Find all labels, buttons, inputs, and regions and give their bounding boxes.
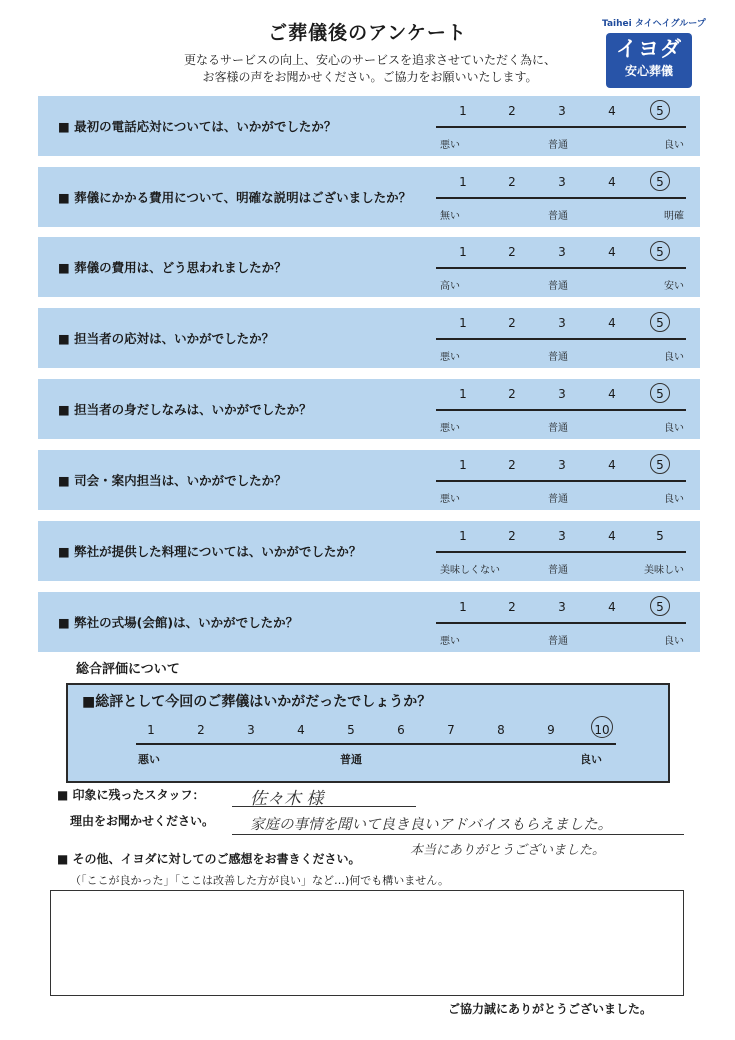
overall-rating-box (66, 683, 670, 783)
scale-low-label: 悪い (440, 352, 460, 363)
reason-label: 理由をお聞かせください。 (70, 814, 215, 828)
group-brand: Taihei タイヘイグループ (602, 19, 706, 29)
scale-high-label: 良い (664, 423, 684, 434)
intro-line-2: お客様の声をお聞かせください。ご協力をお願いいたします。 (202, 70, 538, 84)
rating-option-2[interactable]: 2 (508, 316, 516, 330)
question-text: ■ 弊社が提供した料理については、いかがでしたか？ (58, 544, 362, 559)
rating-option-2[interactable]: 2 (508, 600, 516, 614)
scale-line (436, 267, 686, 269)
overall-section-title: 総合評価について (76, 662, 180, 677)
scale-mid-label: 普通 (548, 494, 568, 505)
scale-high-label: 良い (664, 140, 684, 151)
scale-line (436, 338, 686, 340)
rating-option-3[interactable]: 3 (558, 316, 566, 330)
scale-low-label: 美味しくない (440, 565, 500, 576)
rating-option-4[interactable]: 4 (608, 245, 616, 259)
scale-high-label: 良い (664, 494, 684, 505)
staff-label: ■ 印象に残ったスタッフ： (57, 788, 205, 802)
question-text: ■ 葬儀にかかる費用について、明確な説明はございましたか？ (58, 190, 412, 205)
rating-option-1[interactable]: 1 (459, 245, 467, 259)
question-text: ■ 司会・案内担当は、いかがでしたか？ (58, 473, 287, 488)
question-row (38, 592, 700, 652)
rating-option-3[interactable]: 3 (558, 175, 566, 189)
intro-line-1: 更なるサービスの向上、安心のサービスを追求させていただく為に、 (183, 53, 556, 67)
comments-box[interactable] (50, 890, 684, 996)
scale-low-label: 悪い (440, 423, 460, 434)
scale-low-label: 高い (440, 281, 460, 292)
scale-low-label: 悪い (440, 636, 460, 647)
overall-option-9[interactable]: 9 (547, 723, 555, 737)
reason-underline (232, 834, 684, 835)
rating-option-1[interactable]: 1 (459, 316, 467, 330)
overall-option-4[interactable]: 4 (297, 723, 305, 737)
question-text: ■ 弊社の式場(会館)は、いかがでしたか？ (58, 615, 299, 630)
scale-line (436, 126, 686, 128)
question-row (38, 96, 700, 156)
selected-answer-circle (650, 241, 670, 261)
question-row (38, 237, 700, 297)
overall-option-10[interactable]: 10 (594, 723, 610, 737)
rating-option-3[interactable]: 3 (558, 245, 566, 259)
rating-option-2[interactable]: 2 (508, 175, 516, 189)
scale-high-label: 良い (664, 636, 684, 647)
rating-option-5[interactable]: 5 (656, 387, 664, 401)
rating-option-2[interactable]: 2 (508, 245, 516, 259)
overall-mid-label: 普通 (340, 753, 362, 766)
scale-line (436, 480, 686, 482)
overall-question: ■総評として今回のご葬儀はいかがだったでしょうか？ (82, 694, 432, 710)
question-text: ■ 担当者の身だしなみは、いかがでしたか？ (58, 402, 312, 417)
overall-option-5[interactable]: 5 (347, 723, 355, 737)
rating-option-5[interactable]: 5 (656, 529, 664, 543)
overall-option-8[interactable]: 8 (497, 723, 505, 737)
overall-scale-line (136, 743, 616, 745)
question-row (38, 450, 700, 510)
scale-mid-label: 普通 (548, 636, 568, 647)
scale-mid-label: 普通 (548, 211, 568, 222)
scale-mid-label: 普通 (548, 281, 568, 292)
overall-option-3[interactable]: 3 (247, 723, 255, 737)
overall-selected-circle (591, 716, 613, 738)
rating-option-1[interactable]: 1 (459, 600, 467, 614)
scale-high-label: 良い (664, 352, 684, 363)
staff-name-value[interactable]: 佐々木 様 (250, 789, 324, 809)
rating-option-5[interactable]: 5 (656, 316, 664, 330)
selected-answer-circle (650, 454, 670, 474)
rating-option-3[interactable]: 3 (558, 458, 566, 472)
scale-line (436, 622, 686, 624)
comments-label: ■ その他、イヨダに対してのご感想をお書きください。 (57, 852, 361, 866)
rating-option-2[interactable]: 2 (508, 529, 516, 543)
scale-mid-label: 普通 (548, 352, 568, 363)
scale-line (436, 551, 686, 553)
rating-option-1[interactable]: 1 (459, 529, 467, 543)
question-row (38, 167, 700, 227)
scale-high-label: 安い (664, 281, 684, 292)
scale-mid-label: 普通 (548, 423, 568, 434)
rating-option-4[interactable]: 4 (608, 316, 616, 330)
rating-option-5[interactable]: 5 (656, 600, 664, 614)
company-logo (606, 33, 692, 88)
rating-option-5[interactable]: 5 (656, 458, 664, 472)
question-text: ■ 最初の電話応対については、いかがでしたか？ (58, 119, 337, 134)
rating-option-1[interactable]: 1 (459, 175, 467, 189)
scale-high-label: 明確 (664, 211, 684, 222)
scale-mid-label: 普通 (548, 140, 568, 151)
reason-line-2[interactable]: 本当にありがとうございました。 (410, 843, 606, 858)
scale-low-label: 悪い (440, 494, 460, 505)
rating-option-1[interactable]: 1 (459, 387, 467, 401)
question-row (38, 521, 700, 581)
scale-mid-label: 普通 (548, 565, 568, 576)
question-text: ■ 担当者の応対は、いかがでしたか？ (58, 331, 275, 346)
rating-option-4[interactable]: 4 (608, 387, 616, 401)
rating-option-5[interactable]: 5 (656, 245, 664, 259)
thanks-message: ご協力誠にありがとうございました。 (448, 1002, 653, 1016)
scale-high-label: 美味しい (644, 565, 684, 576)
overall-option-7[interactable]: 7 (447, 723, 455, 737)
rating-option-3[interactable]: 3 (558, 600, 566, 614)
rating-option-4[interactable]: 4 (608, 529, 616, 543)
selected-answer-circle (650, 383, 670, 403)
logo-sub-text: 安心葬儀 (624, 64, 673, 78)
scale-low-label: 無い (440, 211, 460, 222)
staff-underline (232, 806, 416, 807)
reason-line-1[interactable]: 家庭の事情を聞いて良き良いアドバイスもらえました。 (250, 817, 613, 833)
question-text: ■ 葬儀の費用は、どう思われましたか？ (58, 260, 287, 275)
rating-option-3[interactable]: 3 (558, 387, 566, 401)
selected-answer-circle (650, 596, 670, 616)
selected-answer-circle (650, 171, 670, 191)
rating-option-2[interactable]: 2 (508, 387, 516, 401)
overall-option-1[interactable]: 1 (147, 723, 155, 737)
comments-note: （「ここが良かった」「ここは改善した方が良い」など…)何でも構いません。 (70, 874, 449, 887)
rating-option-5[interactable]: 5 (656, 175, 664, 189)
rating-option-4[interactable]: 4 (608, 104, 616, 118)
selected-answer-circle (650, 100, 670, 120)
rating-option-1[interactable]: 1 (459, 104, 467, 118)
rating-option-3[interactable]: 3 (558, 104, 566, 118)
rating-option-5[interactable]: 5 (656, 104, 664, 118)
overall-high-label: 良い (580, 753, 602, 766)
rating-option-4[interactable]: 4 (608, 458, 616, 472)
scale-low-label: 悪い (440, 140, 460, 151)
scale-line (436, 197, 686, 199)
scale-line (436, 409, 686, 411)
rating-option-3[interactable]: 3 (558, 529, 566, 543)
question-row (38, 308, 700, 368)
rating-option-4[interactable]: 4 (608, 175, 616, 189)
selected-answer-circle (650, 312, 670, 332)
page-title: ご葬儀後のアンケート (268, 22, 467, 44)
overall-option-2[interactable]: 2 (197, 723, 205, 737)
rating-option-1[interactable]: 1 (459, 458, 467, 472)
overall-low-label: 悪い (138, 753, 160, 766)
rating-option-2[interactable]: 2 (508, 104, 516, 118)
rating-option-2[interactable]: 2 (508, 458, 516, 472)
overall-option-6[interactable]: 6 (397, 723, 405, 737)
rating-option-4[interactable]: 4 (608, 600, 616, 614)
question-row (38, 379, 700, 439)
logo-main-text: イヨダ (616, 37, 682, 61)
